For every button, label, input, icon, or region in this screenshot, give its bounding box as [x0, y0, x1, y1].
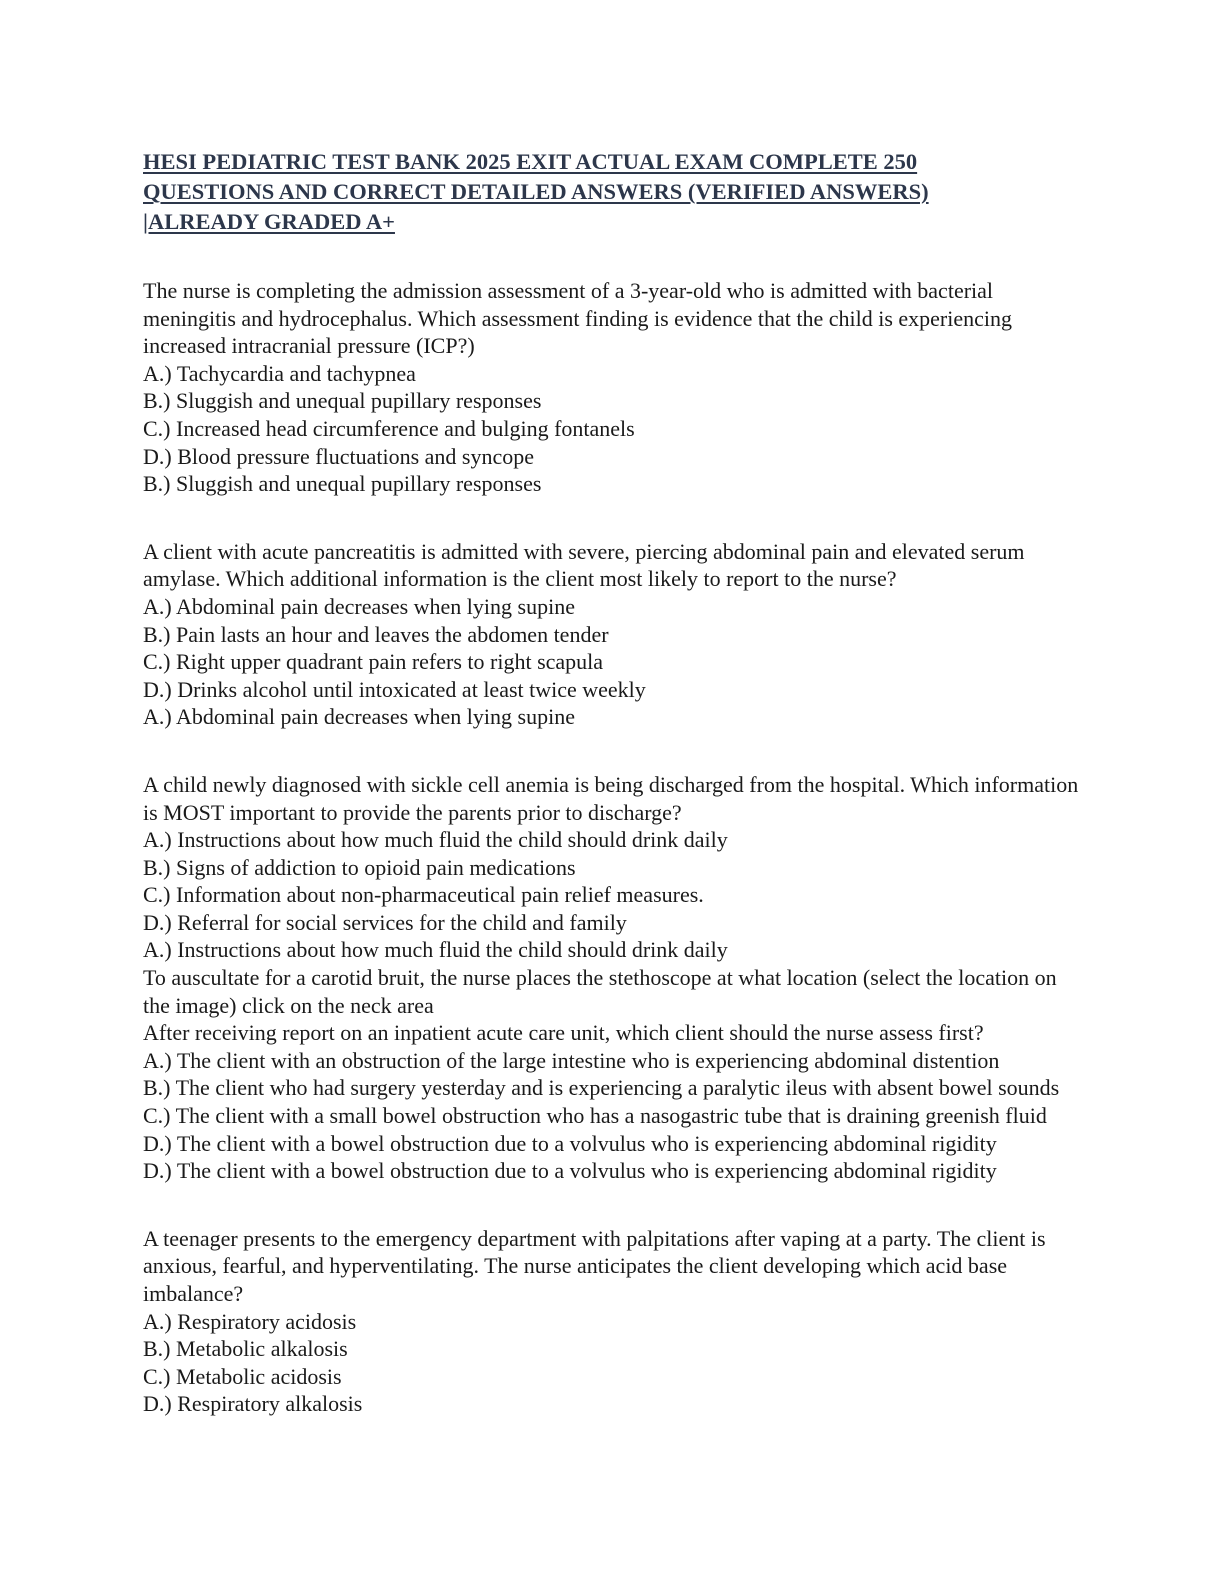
question-stem: After receiving report on an inpatient acute care unit, which client should the nurse assess first? [143, 1020, 984, 1046]
answer-option: A.) Abdominal pain decreases when lying supine [143, 593, 575, 619]
question-stem: To auscultate for a carotid bruit, the nurse places the stethoscope at what location (select the location on the image) click on the neck area [143, 965, 1057, 1018]
answer-option: C.) The client with a small bowel obstruction who has a nasogastric tube that is draining greenish fluid [143, 1103, 1047, 1129]
question-block-acid-base [143, 1225, 1084, 1418]
correct-answer: A.) Abdominal pain decreases when lying supine [143, 704, 575, 730]
answer-option: D.) The client with a bowel obstruction due to a volvulus who is experiencing abdominal rigidity [143, 1130, 997, 1156]
answer-option: C.) Right upper quadrant pain refers to right scapula [143, 649, 604, 675]
answer-option: C.) Increased head circumference and bulging fontanels [143, 415, 635, 441]
question-stem: A child newly diagnosed with sickle cell anemia is being discharged from the hospital. Which information is MOST important to provide the parents prior to discharge? [143, 771, 1079, 825]
answer-option: D.) Drinks alcohol until intoxicated at least twice weekly [143, 676, 646, 702]
correct-answer: A.) Instructions about how much fluid the child should drink daily [143, 937, 728, 963]
answer-option: A.) Tachycardia and tachypnea [143, 360, 416, 386]
answer-option: B.) Pain lasts an hour and leaves the abdomen tender [143, 621, 609, 647]
answer-option: D.) Respiratory alkalosis [143, 1391, 363, 1417]
question-stem: A client with acute pancreatitis is admitted with severe, piercing abdominal pain and elevated serum amylase. Which additional information is the client most likely to report to the nurse? [143, 538, 1025, 592]
title-line-2: QUESTIONS AND CORRECT DETAILED ANSWERS (VERIFIED ANSWERS) [143, 179, 929, 204]
title-line-3: |ALREADY GRADED A+ [143, 209, 395, 234]
document-title [143, 147, 1084, 237]
answer-option: C.) Information about non-pharmaceutical pain relief measures. [143, 882, 704, 908]
question-block-carotid-bruit [143, 964, 1084, 1019]
answer-option: A.) Instructions about how much fluid the child should drink daily [143, 827, 728, 853]
question-stem: The nurse is completing the admission assessment of a 3-year-old who is admitted with bacterial meningitis and hydrocephalus. Which assessment finding is evidence that the child is experiencing increased intracranial pressure (ICP?) [143, 278, 1012, 359]
answer-option: A.) The client with an obstruction of the large intestine who is experiencing abdominal distention [143, 1047, 1000, 1073]
title-line-1: HESI PEDIATRIC TEST BANK 2025 EXIT ACTUAL EXAM COMPLETE 250 [143, 149, 918, 174]
answer-option: B.) Sluggish and unequal pupillary responses [143, 388, 542, 414]
question-block-assess-first [143, 1019, 1084, 1185]
question-block-icp [143, 277, 1084, 498]
correct-answer: D.) The client with a bowel obstruction due to a volvulus who is experiencing abdominal rigidity [143, 1158, 997, 1184]
question-block-sickle-cell [143, 771, 1084, 964]
question-block-pancreatitis [143, 538, 1084, 731]
answer-option: B.) Metabolic alkalosis [143, 1336, 348, 1362]
answer-option: C.) Metabolic acidosis [143, 1363, 342, 1389]
answer-option: A.) Respiratory acidosis [143, 1308, 357, 1334]
correct-answer: B.) Sluggish and unequal pupillary responses [143, 471, 542, 497]
answer-option: D.) Blood pressure fluctuations and syncope [143, 443, 535, 469]
question-stem: A teenager presents to the emergency department with palpitations after vaping at a party. The client is anxious, fearful, and hyperventilating. The nurse anticipates the client developing which acid base imbalance? [143, 1225, 1046, 1306]
answer-option: B.) Signs of addiction to opioid pain medications [143, 854, 576, 880]
answer-option: D.) Referral for social services for the child and family [143, 909, 627, 935]
answer-option: B.) The client who had surgery yesterday and is experiencing a paralytic ileus with absent bowel sounds [143, 1075, 1060, 1101]
